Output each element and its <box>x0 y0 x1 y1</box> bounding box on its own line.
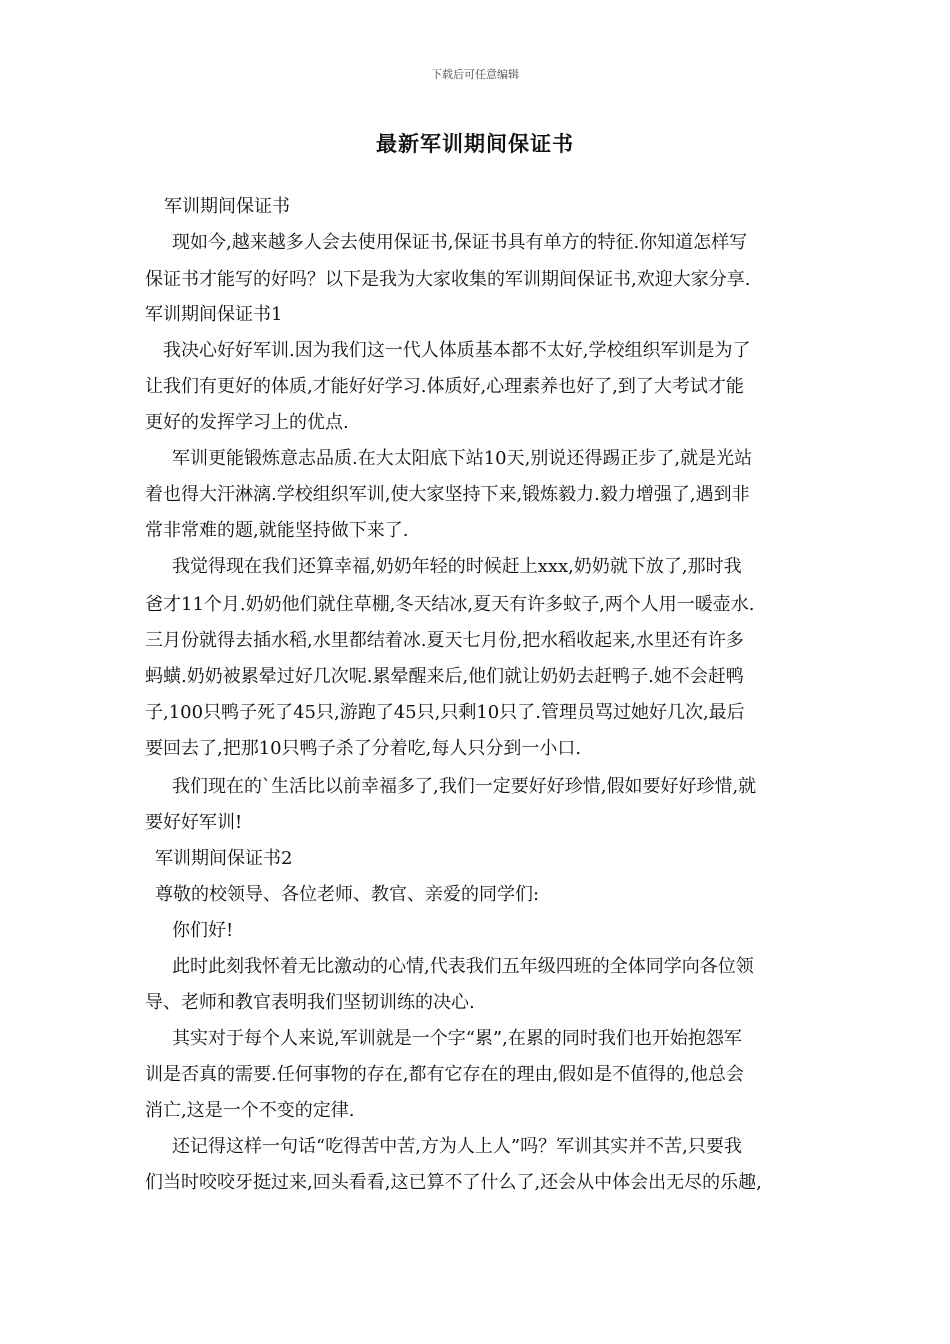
body-text-line: 尊敬的校领导、各位老师、教官、亲爱的同学们: <box>155 884 540 905</box>
body-text-line: 蚂蟥.奶奶被累晕过好几次呢.累晕醒来后,他们就让奶奶去赶鸭子.她不会赶鸭 <box>145 666 744 687</box>
body-text-line: 其实对于每个人来说,军训就是一个字“累”,在累的同时我们也开始抱怨军 <box>172 1028 742 1049</box>
body-text-line: 军训期间保证书1 <box>145 304 283 325</box>
body-text-line: 三月份就得去插水稻,水里都结着冰.夏天七月份,把水稻收起来,水里还有许多 <box>145 630 744 651</box>
body-text-line: 子,100只鸭子死了45只,游跑了45只,只剩10只了.管理员骂过她好几次,最后 <box>145 702 745 723</box>
body-text-line: 现如今,越来越多人会去使用保证书,保证书具有单方的特征.你知道怎样写 <box>172 232 748 253</box>
header-note: 下载后可任意编辑 <box>431 68 519 81</box>
body-text-line: 要好好军训! <box>145 812 243 833</box>
body-text-line: 消亡,这是一个不变的定律. <box>145 1100 355 1121</box>
body-text-line: 让我们有更好的体质,才能好好学习.体质好,心理素养也好了,到了大考试才能 <box>145 376 744 397</box>
body-text-line: 我觉得现在我们还算幸福,奶奶年轻的时候赶上xxx,奶奶就下放了,那时我 <box>172 556 742 577</box>
body-text-line: 训是否真的需要.任何事物的存在,都有它存在的理由,假如是不值得的,他总会 <box>145 1064 744 1085</box>
body-text-line: 保证书才能写的好吗？以下是我为大家收集的军训期间保证书,欢迎大家分享. <box>145 269 751 290</box>
body-text-line: 此时此刻我怀着无比激动的心情,代表我们五年级四班的全体同学向各位领 <box>172 956 754 977</box>
body-text-line: 常非常难的题,就能坚持做下来了. <box>145 520 409 541</box>
body-text-line: 我们现在的`生活比以前幸福多了,我们一定要好好珍惜,假如要好好珍惜,就 <box>172 776 757 797</box>
body-text-line: 军训期间保证书 <box>164 196 290 217</box>
body-text-line: 你们好! <box>172 920 234 941</box>
body-text-line: 更好的发挥学习上的优点. <box>145 412 349 433</box>
body-text-line: 着也得大汗淋漓.学校组织军训,使大家坚持下来,锻炼毅力.毅力增强了,遇到非 <box>145 484 750 505</box>
body-text-line: 还记得这样一句话“吃得苦中苦,方为人上人”吗？军训其实并不苦,只要我 <box>172 1136 742 1157</box>
body-text-line: 要回去了,把那10只鸭子杀了分着吃,每人只分到一小口. <box>145 738 582 759</box>
body-text-line: 们当时咬咬牙挺过来,回头看看,这已算不了什么了,还会从中体会出无尽的乐趣, <box>145 1172 762 1193</box>
body-text-line: 军训更能锻炼意志品质.在大太阳底下站10天,别说还得踢正步了,就是光站 <box>172 448 753 469</box>
body-text-line: 爸才11个月.奶奶他们就住草棚,冬天结冰,夏天有许多蚊子,两个人用一暖壶水. <box>145 594 755 615</box>
body-text-line: 导、老师和教官表明我们坚韧训练的决心. <box>145 992 475 1013</box>
body-text-line: 我决心好好军训.因为我们这一代人体质基本都不太好,学校组织军训是为了 <box>163 340 751 361</box>
page-title: 最新军训期间保证书 <box>376 131 574 156</box>
body-text-line: 军训期间保证书2 <box>155 848 293 869</box>
